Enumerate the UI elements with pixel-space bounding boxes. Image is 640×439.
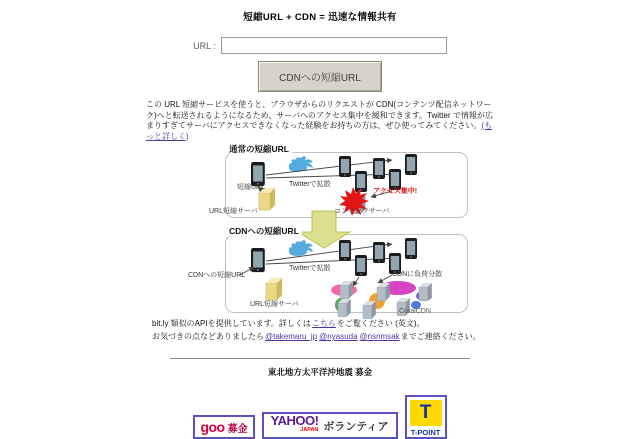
smartphone-icon: [405, 154, 417, 175]
twitter-handle-link[interactable]: @nyasuda: [319, 332, 358, 341]
overload-label: アクセス集中!: [373, 188, 418, 195]
more-info-link[interactable]: (もっと詳しく): [146, 121, 493, 141]
tpoint-banner[interactable]: [405, 395, 447, 439]
diagram-area: [0, 144, 640, 317]
contact-suffix: までご連絡ください。: [400, 332, 481, 341]
spread-label: Twitterで拡散: [289, 265, 331, 272]
smartphone-icon: [373, 158, 385, 179]
intro-body: この URL 短縮サービスを使うと、ブラウザからのリクエストが CDN(コンテンツ配信ネットワーク)へと転送されるようになるため、サーバへのアクセス集中を緩和できます。Twitter で情報が広まりすぎてサーバにアクセスできなくなった経験をお持ちの方は、ぜひ使ってみてください。: [146, 100, 493, 130]
api-note: [152, 318, 640, 329]
cdn-server-icon: [419, 283, 432, 301]
smartphone-icon: [251, 162, 265, 186]
coral-cdn-label: CoralCDN: [399, 308, 431, 315]
url-server-label: URL短縮サーバ: [209, 208, 258, 215]
footer-divider: [170, 358, 470, 359]
smartphone-icon: [355, 171, 367, 192]
cdn-server-icon: [338, 299, 351, 317]
cdn-arrow: [353, 277, 359, 286]
cdn-server-icon: [340, 281, 353, 299]
api-note-suffix: をご覧ください (英文)。: [336, 319, 425, 328]
smartphone-icon: [251, 248, 265, 272]
donation-banner-row: [0, 395, 640, 439]
api-note-prefix: bit.ly 類似のAPIを提供しています。詳しくは: [152, 319, 311, 328]
twitter-handle-link[interactable]: @takemaru_jp: [265, 332, 318, 341]
twitter-handle-link[interactable]: @nsnmsak: [359, 332, 400, 341]
smartphone-icon: [339, 156, 351, 177]
spread-label: Twitterで拡散: [289, 181, 331, 188]
smartphone-icon: [405, 238, 417, 259]
tpoint-logo-icon: T: [410, 400, 442, 426]
intro-text: [146, 100, 494, 142]
donation-heading: 東北地方太平洋沖地震 募金: [267, 367, 373, 377]
yahoo-japan-text: JAPAN: [300, 427, 319, 433]
yahoo-logo: [271, 415, 319, 436]
url-server-label: URL短縮サーバ: [250, 301, 299, 308]
url-shortener-server-icon: [266, 278, 282, 300]
yahoo-volunteer-label: ボランティア: [323, 420, 389, 433]
yahoo-volunteer-banner[interactable]: [262, 412, 398, 439]
cdn-short-url-label: CDNへの短縮URL: [188, 272, 246, 279]
smartphone-icon: [373, 242, 385, 263]
cdn-diagram-title: CDNへの短縮URL: [226, 226, 302, 236]
contact-prefix: お気づきの点などありましたら: [152, 332, 264, 341]
smartphone-icon: [389, 169, 401, 190]
cdn-server-icon: [377, 283, 390, 301]
smartphone-icon: [339, 240, 351, 261]
contact-note: [152, 331, 640, 342]
submit-row: [0, 61, 640, 92]
normal-diagram-title: 通常の短縮URL: [226, 144, 292, 154]
short-url-label: 短縮URL: [237, 184, 266, 191]
page-title: 短縮URL + CDN = 迅速な情報共有: [243, 12, 397, 23]
goo-donation-banner[interactable]: [193, 415, 254, 439]
api-docs-link[interactable]: こちら: [311, 319, 336, 328]
url-label: URL :: [193, 40, 216, 51]
url-form: [0, 37, 640, 54]
load-balance-label: CDNに負荷分散: [392, 271, 443, 278]
tpoint-label: T-POINT: [410, 428, 441, 437]
smartphone-icon: [355, 255, 367, 276]
url-input[interactable]: [221, 37, 447, 54]
cdn-server-icon: [363, 301, 376, 319]
notes-section: [152, 318, 640, 342]
yahoo-logo-text: YAHOO!: [270, 413, 319, 428]
content-server-label: コンテンツサーバ: [334, 208, 390, 215]
diagram-graphics: [0, 144, 640, 317]
twitter-bird-icon: [289, 240, 313, 256]
goo-donation-label: 募金: [227, 423, 248, 435]
goo-logo-text: goo: [200, 419, 225, 435]
shorten-button[interactable]: CDNへの短縮URL: [258, 61, 382, 92]
